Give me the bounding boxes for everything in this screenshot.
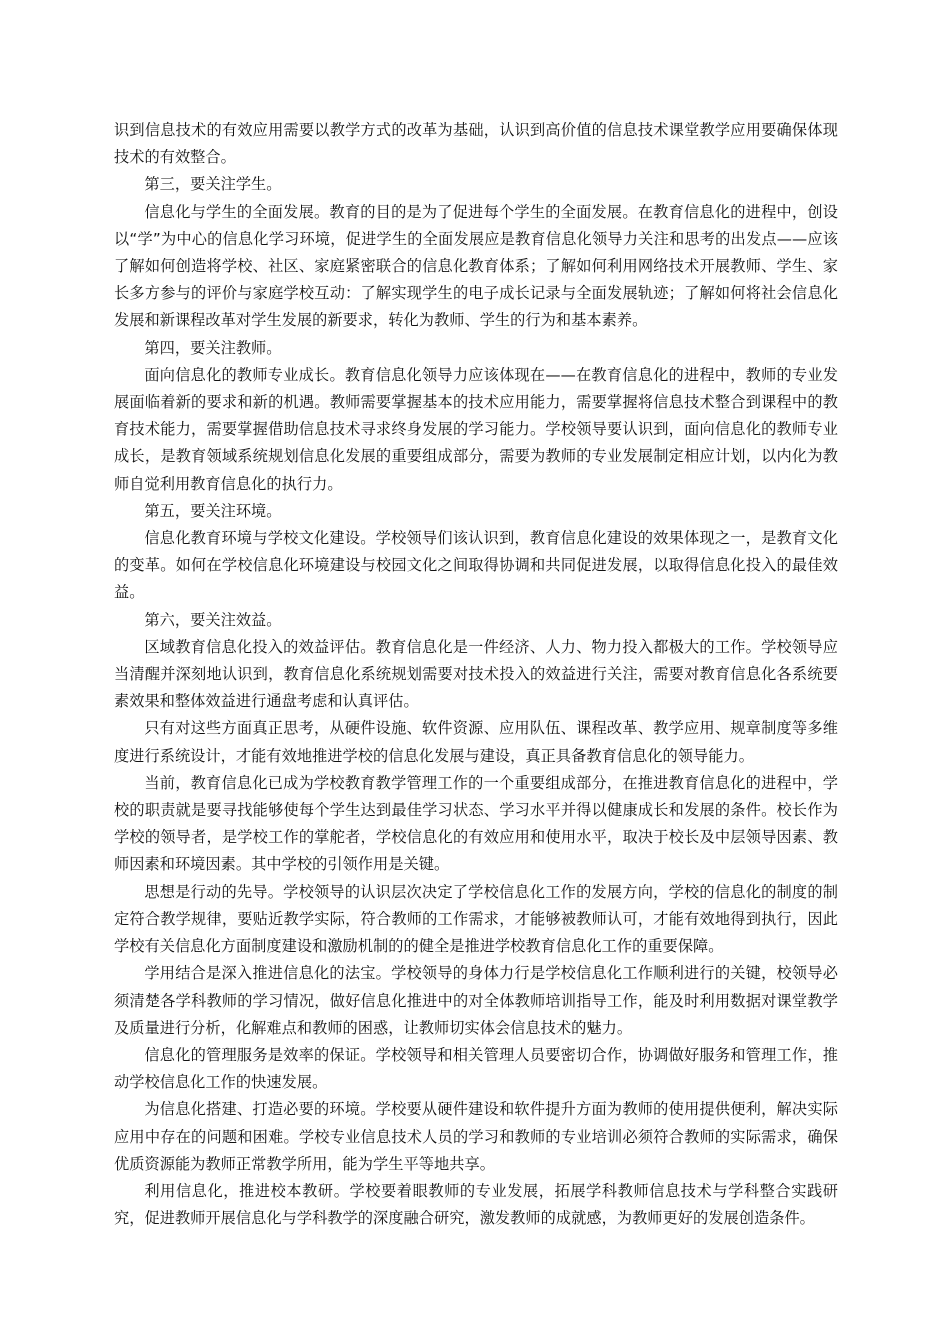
paragraph-system-design: 只有对这些方面真正思考，从硬件设施、软件资源、应用队伍、课程改革、教学应用、规章制度等多维度进行系统设计，才能有效地推进学校的信息化发展与建设，真正具备教育信息化的领导能力。 — [114, 719, 838, 765]
paragraph-school-research: 利用信息化，推进校本教研。学校要着眼教师的专业发展，拓展学科教师信息技术与学科整合实践研究，促进教师开展信息化与学科教学的深度融合研究，激发教师的成就感，为教师更好的发展创造条件。 — [114, 1181, 838, 1228]
paragraph-benefits: 区域教育信息化投入的效益评估。教育信息化是一件经济、人力、物力投入都极大的工作。学校领导应当清醒并深刻地认识到，教育信息化系统规划需要对技术投入的效益进行关注，需要对教育信息化各系统要素效果和整体效益进行通盘考虑和认真评估。 — [114, 637, 838, 711]
paragraph-learning-use: 学用结合是深入推进信息化的法宝。学校领导的身体力行是学校信息化工作顺利进行的关键，校领导必须清楚各学科教师的学习情况，做好信息化推进中的对全体教师培训指导工作，能及时利用数据对课堂教学及质量进行分析，化解难点和教师的困惑，让教师切实体会信息技术的魅力。 — [114, 964, 838, 1037]
paragraph-environment-building: 为信息化搭建、打造必要的环境。学校要从硬件建设和软件提升方面为教师的使用提供便利，解决实际应用中存在的问题和困难。学校专业信息技术人员的学习和教师的专业培训必须符合教师的实际需求，确保优质资源能为教师正常教学所用，能为学生平等地共享。 — [114, 1100, 838, 1173]
paragraph-current-status: 当前，教育信息化已成为学校教育教学管理工作的一个重要组成部分，在推进教育信息化的进程中，学校的职责就是要寻找能够使每个学生达到最佳学习状态、学习水平并得以健康成长和发展的条件。校长作为学校的领导者，是学校工作的掌舵者，学校信息化的有效应用和使用水平，取决于校长及中层领导因素、教师因素和环境因素。其中学校的引领作用是关键。 — [114, 773, 838, 874]
heading-fifth-environment: 第五，要关注环境。 — [144, 501, 282, 520]
paragraph-environment: 信息化教育环境与学校文化建设。学校领导们该认识到，教育信息化建设的效果体现之一，是教育文化的变革。如何在学校信息化环境建设与校园文化之间取得协调和共同促进发展，以取得信息化投入的最佳效益。 — [114, 529, 838, 602]
paragraph-thought-guide: 思想是行动的先导。学校领导的认识层次决定了学校信息化工作的发展方向，学校的信息化的制度的制定符合教学规律，要贴近教学实际，符合教师的工作需求，才能够被教师认可，才能有效地得到执行，因此学校有关信息化方面制度建设和激励机制的的健全是推进学校教育信息化工作的重要保障。 — [114, 882, 838, 956]
paragraph-students: 信息化与学生的全面发展。教育的目的是为了促进每个学生的全面发展。在教育信息化的进程中，创设以“学”为中心的信息化学习环境，促进学生的全面发展应是教育信息化领导力关注和思考的出发点——应该了解如何创造将学校、社区、家庭紧密联合的信息化教育体系；了解如何利用网络技术开展教师、学生、家长多方参与的评价与家庭学校互动：了解实现学生的电子成长记录与全面发展轨迹；了解如何将社会信息化发展和新课程改革对学生发展的新要求，转化为教师、学生的行为和基本素养。 — [114, 202, 838, 330]
heading-third-students: 第三，要关注学生。 — [144, 175, 282, 194]
paragraph-teachers: 面向信息化的教师专业成长。教育信息化领导力应该体现在——在教育信息化的进程中，教师的专业发展面临着新的要求和新的机遇。教师需要掌握基本的技术应用能力，需要掌握将信息技术整合到课程中的教育技术能力，需要掌握借助信息技术寻求终身发展的学习能力。学校领导要认识到，面向信息化的教师专业成长，是教育领域系统规划信息化发展的重要组成部分，需要为教师的专业发展制定相应计划，以内化为教师自觉利用教育信息化的执行力。 — [114, 365, 838, 493]
document-body — [114, 117, 838, 1232]
paragraph-management-service: 信息化的管理服务是效率的保证。学校领导和相关管理人员要密切合作，协调做好服务和管理工作，推动学校信息化工作的快速发展。 — [114, 1045, 838, 1092]
heading-sixth-benefits: 第六，要关注效益。 — [144, 610, 282, 629]
heading-fourth-teachers: 第四，要关注教师。 — [144, 338, 282, 357]
paragraph-1: 识到信息技术的有效应用需要以教学方式的改革为基础，认识到高价值的信息技术课堂教学应用要确保体现技术的有效整合。 — [114, 121, 838, 167]
